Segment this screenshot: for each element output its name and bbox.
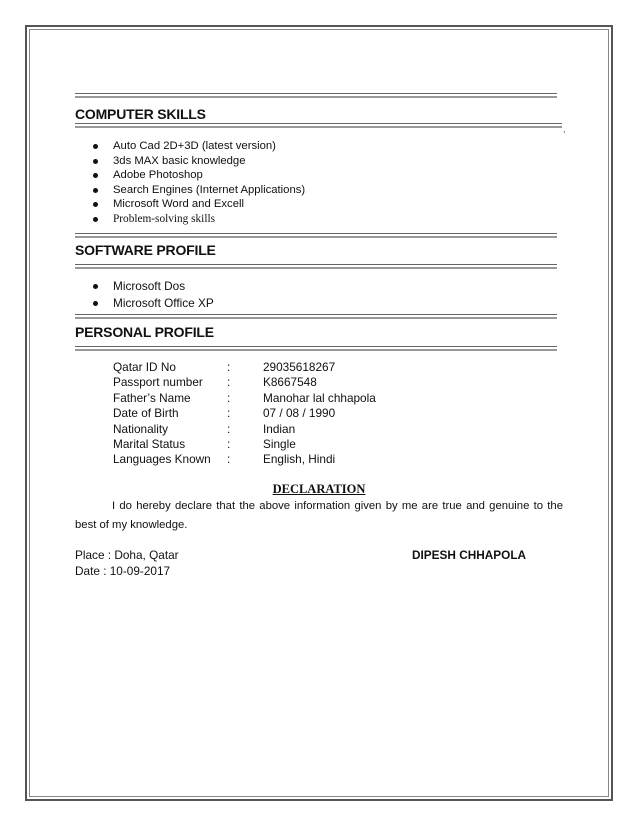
date-line: Date : 10-09-2017 [75,564,171,578]
place-line: Place : Doha, Qatar [75,548,179,562]
bullet-icon [93,144,98,149]
section-title-software-profile: SOFTWARE PROFILE [75,242,216,258]
divider-rule [75,123,562,128]
bullet-icon [93,217,98,222]
signature-name: DIPESH CHHAPOLA [412,548,527,562]
declaration-title: DECLARATION [272,482,366,496]
list-item: Auto Cad 2D+3D (latest version) [93,139,305,154]
section-title-computer-skills: COMPUTER SKILLS [75,106,206,122]
list-item: Microsoft Word and Excell [93,197,305,212]
divider-rule [75,93,557,98]
stray-mark: , [563,124,566,134]
bullet-icon [93,188,98,193]
declaration-text: I do hereby declare that the above information given by me are true and genuine to the best of my knowledge. [75,500,563,531]
divider-rule [75,264,557,269]
software-profile-list [93,278,214,312]
divider-rule [75,233,557,238]
bullet-icon [93,202,98,207]
bullet-icon [93,301,98,306]
bullet-icon [93,159,98,164]
computer-skills-list [93,139,305,226]
divider-rule [75,346,557,351]
bullet-icon [93,284,98,289]
list-item: Adobe Photoshop [93,168,305,183]
bullet-icon [93,173,98,178]
list-item: Search Engines (Internet Applications) [93,183,305,198]
list-item: Problem-solving skills [93,212,305,227]
section-title-personal-profile: PERSONAL PROFILE [75,324,214,340]
list-item: Microsoft Office XP [93,295,214,312]
divider-rule [75,314,557,319]
list-item: Microsoft Dos [93,278,214,295]
list-item: 3ds MAX basic knowledge [93,154,305,169]
